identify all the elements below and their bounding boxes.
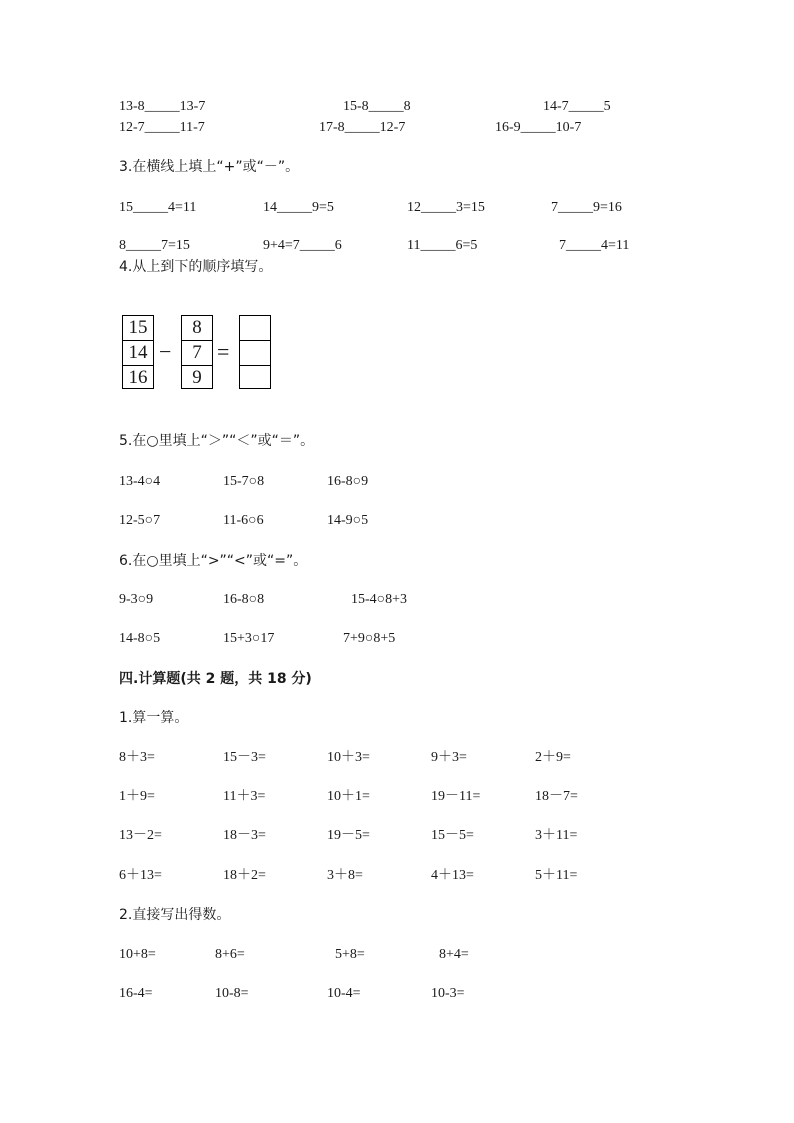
calc-item: 3＋8= — [327, 868, 363, 883]
right-number: 7 — [182, 341, 212, 366]
circle-compare-item: 15-7○8 — [223, 474, 265, 489]
calc-item: 10-4= — [327, 986, 361, 1001]
calc-item: 18－3= — [223, 828, 266, 843]
circle-compare-item: 11-6○6 — [223, 513, 264, 528]
calc-item: 8＋3= — [119, 750, 155, 765]
circle-compare-item: 12-5○7 — [119, 513, 161, 528]
circle-compare-item: 16-8○8 — [223, 592, 265, 607]
compare-item: 13-8_____13-7 — [119, 99, 206, 114]
right-number-column — [181, 315, 213, 389]
question-4-title: 4.从上到下的顺序填写。 — [119, 259, 273, 275]
minus-sign: − — [159, 339, 172, 364]
calc-item: 19－11= — [431, 789, 481, 804]
right-number: 9 — [192, 367, 202, 388]
calc-item: 13－2= — [119, 828, 162, 843]
calc-1-title: 1.算一算。 — [119, 710, 189, 726]
left-number-column — [122, 315, 154, 389]
fill-sign-item: 9+4=7_____6 — [263, 238, 342, 253]
calc-item: 10+8= — [119, 947, 156, 962]
right-number: 8 — [182, 316, 212, 341]
calc-item: 18－7= — [535, 789, 578, 804]
calc-item: 10＋3= — [327, 750, 370, 765]
circle-compare-item: 15-4○8+3 — [351, 592, 408, 607]
fill-sign-item: 7_____9=16 — [551, 200, 622, 215]
question-6-title: 6.在○里填上“>”“<”或“=”。 — [119, 553, 308, 569]
calc-item: 19－5= — [327, 828, 370, 843]
fill-sign-item: 11_____6=5 — [407, 238, 478, 253]
circle-compare-item: 14-9○5 — [327, 513, 369, 528]
calc-item: 10-3= — [431, 986, 465, 1001]
compare-item: 12-7_____11-7 — [119, 120, 205, 135]
calc-2-title: 2.直接写出得数。 — [119, 907, 231, 923]
calc-item: 18＋2= — [223, 868, 266, 883]
calc-item: 10＋1= — [327, 789, 370, 804]
compare-item: 16-9_____10-7 — [495, 120, 582, 135]
calc-item: 5+8= — [335, 947, 365, 962]
calc-item: 8+6= — [215, 947, 245, 962]
calc-item: 4＋13= — [431, 868, 474, 883]
section-4-heading: 四.计算题(共 2 题，共 18 分) — [119, 671, 312, 687]
calc-item: 9＋3= — [431, 750, 467, 765]
calc-item: 6＋13= — [119, 868, 162, 883]
answer-box[interactable] — [240, 366, 270, 388]
circle-compare-item: 9-3○9 — [119, 592, 154, 607]
compare-item: 14-7_____5 — [543, 99, 611, 114]
calc-item: 2＋9= — [535, 750, 571, 765]
calc-item: 15－3= — [223, 750, 266, 765]
compare-item: 15-8_____8 — [343, 99, 411, 114]
fill-sign-item: 12_____3=15 — [407, 200, 485, 215]
question-3-title: 3.在横线上填上“+”或“－”。 — [119, 159, 300, 175]
calc-item: 10-8= — [215, 986, 249, 1001]
calc-item: 8+4= — [439, 947, 469, 962]
fill-sign-item: 7_____4=11 — [559, 238, 630, 253]
answer-box[interactable] — [240, 341, 270, 366]
calc-item: 11＋3= — [223, 789, 266, 804]
left-number: 14 — [123, 341, 153, 366]
answer-column — [239, 315, 271, 389]
circle-compare-item: 14-8○5 — [119, 631, 161, 646]
fill-sign-item: 8_____7=15 — [119, 238, 190, 253]
equals-sign: = — [217, 339, 230, 364]
calc-item: 1＋9= — [119, 789, 155, 804]
calc-item: 3＋11= — [535, 828, 578, 843]
calc-item: 16-4= — [119, 986, 153, 1001]
circle-compare-item: 16-8○9 — [327, 474, 369, 489]
left-number: 15 — [123, 316, 153, 341]
fill-sign-item: 15_____4=11 — [119, 200, 197, 215]
compare-item: 17-8_____12-7 — [319, 120, 406, 135]
calc-item: 5＋11= — [535, 868, 578, 883]
question-5-title: 5.在○里填上“＞”“＜”或“＝”。 — [119, 433, 315, 449]
fill-sign-item: 14_____9=5 — [263, 200, 334, 215]
circle-compare-item: 7+9○8+5 — [343, 631, 396, 646]
answer-box[interactable] — [240, 316, 270, 341]
circle-compare-item: 15+3○17 — [223, 631, 275, 646]
circle-compare-item: 13-4○4 — [119, 474, 161, 489]
left-number: 16 — [128, 367, 148, 388]
calc-item: 15－5= — [431, 828, 474, 843]
